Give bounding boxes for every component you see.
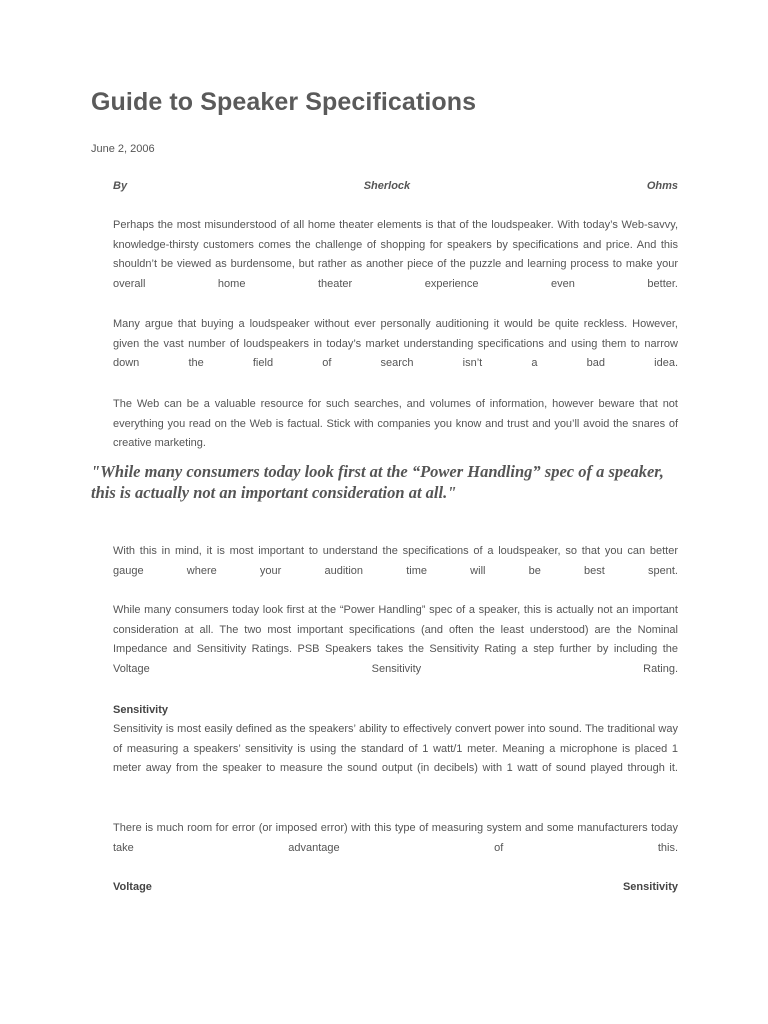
subhead-sensitivity-right: Sensitivity [622, 881, 678, 893]
paragraph-argue: Many argue that buying a loudspeaker without ever personally auditioning it would be quite reckless. However, given the vast number of loudspeakers in today’s market understanding specifications and using them to narrow down the field of search isn’t a bad idea. [113, 318, 678, 370]
paragraph-mind: With this in mind, it is most important to understand the specifications of a loudspeaker, so that you can better gauge where your audition time will be best spent. [113, 545, 678, 577]
byline-last-name: Ohms [646, 180, 678, 192]
byline-first-name: Sherlock [363, 180, 411, 192]
pull-quote: "While many consumers today look first at the “Power Handling” spec of a speaker, this is actually not an important consideration at all." [91, 462, 664, 502]
page-title: Guide to Speaker Specifications [91, 88, 477, 116]
paragraph-consumers: While many consumers today look first at the “Power Handling” spec of a speaker, this is actually not an important consideration at all. The two most important specifications (and often the least understood) are the Nominal Impedance and Sensitivity Ratings. PSB Speakers takes the Sensitivity Rating a step further by including the Voltage Sensitivity Rating. [113, 604, 678, 675]
paragraph-web: The Web can be a valuable resource for such searches, and volumes of information, however beware that not everything you read on the Web is factual. Stick with companies you know and trust and you’ll avoid the snares of creative marketing. [113, 398, 678, 450]
subhead-voltage-sensitivity [113, 881, 678, 893]
subhead-voltage: Voltage [113, 881, 152, 893]
byline [113, 180, 678, 192]
paragraph-intro: Perhaps the most misunderstood of all home theater elements is that of the loudspeaker. With today’s Web-savvy, knowledge-thirsty customers comes the challenge of shopping for speakers by specifications and price. And this shouldn’t be viewed as burdensome, but rather as another piece of the puzzle and learning process to make your overall home theater experience even better. [113, 219, 678, 290]
publish-date: June 2, 2006 [91, 143, 155, 155]
paragraph-sensitivity: Sensitivity is most easily defined as the speakers’ ability to effectively convert power into sound. The traditional way of measuring a speakers’ sensitivity is using the standard of 1 watt/1 meter. Meaning a microphone is placed 1 meter away from the speaker to measure the sound output (in decibels) with 1 watt of sound played through it. [113, 723, 678, 775]
byline-by: By [113, 180, 128, 192]
subhead-sensitivity: Sensitivity [113, 704, 169, 716]
paragraph-error: There is much room for error (or imposed error) with this type of measuring system and some manufacturers today take advantage of this. [113, 822, 678, 854]
